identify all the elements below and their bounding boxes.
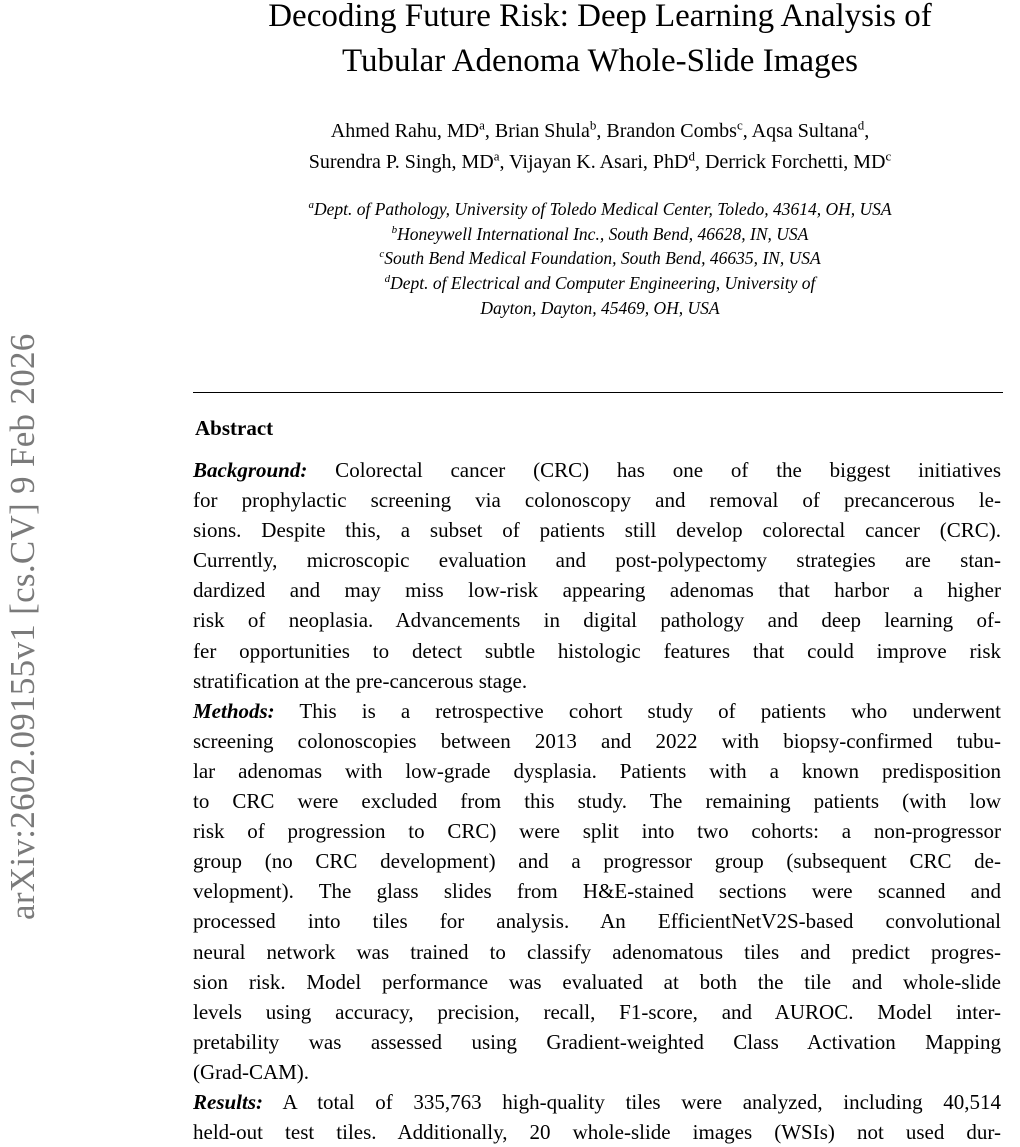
abstract-line	[193, 846, 1001, 876]
section-lead: Background:	[193, 458, 308, 482]
arxiv-sidebar	[3, 210, 42, 920]
affiliation-line	[180, 271, 1020, 296]
abstract-line	[193, 545, 1001, 575]
author-list	[180, 116, 1020, 178]
author-line	[180, 116, 1020, 147]
abstract-line-text: group (no CRC development) and a progressor group (subsequent CRC de-	[193, 849, 1001, 874]
abstract-line-text: dardized and may miss low-risk appearing adenomas that harbor a higher	[193, 578, 1001, 603]
abstract-line-text: sion risk. Model performance was evaluated at both the tile and whole-slide	[193, 969, 1001, 994]
abstract-line	[193, 997, 1001, 1027]
section-lead: Methods:	[193, 698, 275, 723]
abstract-heading: Abstract	[195, 416, 274, 440]
author-name: Derrick Forchetti, MD	[704, 151, 886, 173]
author-affiliation-mark: a	[493, 148, 500, 164]
author-name: Aqsa Sultana	[751, 120, 858, 142]
affiliation-line	[180, 296, 1020, 321]
affiliation-text: Honeywell International Inc., South Bend, 46628, IN, USA	[397, 223, 809, 244]
abstract-line-text: Colorectal cancer (CRC) has one of the biggest initiatives	[307, 458, 1001, 482]
abstract-line	[193, 786, 1001, 816]
abstract-line-text: fer opportunities to detect subtle histologic features that could improve risk	[193, 638, 1001, 663]
affiliation-text: South Bend Medical Foundation, South Bend, 46635, IN, USA	[384, 248, 821, 269]
abstract-line	[193, 967, 1001, 997]
affiliation-mark: b	[391, 223, 398, 236]
abstract-line	[193, 756, 1001, 786]
abstract-line	[193, 937, 1001, 967]
abstract-line-text: velopment). The glass slides from H&E-stained sections were scanned and	[193, 879, 1001, 904]
author-affiliation-mark: c	[885, 148, 892, 164]
author-separator: ,	[499, 151, 510, 173]
abstract-line-text: stratification at the pre-cancerous stage.	[193, 668, 528, 693]
title-line-2: Tubular Adenoma Whole-Slide Images	[341, 43, 858, 79]
abstract-line	[193, 605, 1001, 635]
abstract-line	[193, 575, 1001, 605]
affiliation-line	[180, 197, 1020, 222]
abstract-line-text: lar adenomas with low-grade dysplasia. Patients with a known predisposition	[193, 758, 1001, 783]
author-name: Vijayan K. Asari, PhD	[509, 151, 689, 173]
abstract-line	[193, 666, 1001, 696]
author-separator: ,	[694, 151, 705, 173]
affiliation-mark: d	[384, 273, 391, 286]
author-name: Surendra P. Singh, MD	[308, 151, 494, 173]
abstract-line	[193, 1057, 1001, 1087]
abstract-line-text: screening colonoscopies between 2013 and 2022 with biopsy-confirmed tubu-	[193, 728, 1001, 753]
paper-title	[180, 0, 1020, 84]
author-name: Ahmed Rahu, MD	[330, 120, 480, 142]
abstract-line	[193, 876, 1001, 906]
affiliation-line	[180, 222, 1020, 247]
abstract-line-text: risk of neoplasia. Advancements in digital pathology and deep learning of-	[193, 608, 1001, 633]
abstract-line-text: Currently, microscopic evaluation and post-polypectomy strategies are stan-	[193, 548, 1001, 573]
author-separator: ,	[596, 120, 607, 142]
abstract-line	[193, 455, 1001, 485]
author-name: Brandon Combs	[606, 120, 737, 142]
arxiv-identifier: arXiv:2602.09155v1 [cs.CV] 9 Feb 2026	[3, 333, 42, 920]
author-affiliation-mark: c	[736, 117, 743, 133]
abstract-line-text: neural network was trained to classify adenomatous tiles and predict progres-	[193, 939, 1001, 964]
abstract-line-text: A total of 335,763 high-quality tiles were analyzed, including 40,514	[263, 1089, 1001, 1114]
abstract-line	[193, 515, 1001, 545]
abstract-line	[193, 1027, 1001, 1057]
author-affiliation-mark: b	[589, 117, 597, 133]
author-affiliation-mark: d	[688, 148, 695, 164]
abstract-line	[193, 726, 1001, 756]
author-separator: ,	[484, 120, 495, 142]
abstract-line-text: processed into tiles for analysis. An EfficientNetV2S-based convolutional	[193, 909, 1001, 934]
abstract-line-text: to CRC were excluded from this study. The remaining patients (with low	[193, 789, 1001, 814]
abstract-body	[193, 455, 1001, 1147]
author-line	[180, 147, 1020, 178]
author-separator: ,	[864, 120, 870, 142]
abstract-line-text: risk of progression to CRC) were split into two cohorts: a non-progressor	[193, 819, 1001, 844]
author-separator: ,	[742, 120, 752, 142]
abstract-line	[193, 1087, 1001, 1117]
abstract-line-text: sions. Despite this, a subset of patients still develop colorectal cancer (CRC).	[193, 518, 1001, 543]
abstract-line	[193, 636, 1001, 666]
affiliation-mark: c	[379, 248, 385, 261]
abstract-line-text: levels using accuracy, precision, recall, F1-score, and AUROC. Model inter-	[193, 999, 1001, 1024]
abstract-line-text: This is a retrospective cohort study of patients who underwent	[274, 698, 1001, 723]
abstract-line	[193, 816, 1001, 846]
author-affiliation-mark: d	[857, 117, 865, 133]
abstract-line-text: (Grad-CAM).	[193, 1059, 310, 1084]
affiliation-text: Dept. of Electrical and Computer Engineering, University of	[390, 273, 816, 294]
section-divider	[193, 392, 1003, 393]
affiliation-list	[180, 197, 1020, 321]
affiliation-text: Dept. of Pathology, University of Toledo Medical Center, Toledo, 43614, OH, USA	[313, 199, 892, 219]
affiliation-line	[180, 246, 1020, 271]
affiliation-text: Dayton, Dayton, 45469, OH, USA	[480, 297, 720, 318]
abstract-line-text: for prophylactic screening via colonoscopy and removal of precancerous le-	[193, 488, 1001, 513]
author-affiliation-mark: a	[479, 117, 485, 133]
abstract-line-text: held-out test tiles. Additionally, 20 whole-slide images (WSIs) not used dur-	[193, 1120, 1001, 1145]
abstract-line-text: pretability was assessed using Gradient-weighted Class Activation Mapping	[193, 1029, 1001, 1054]
author-name: Brian Shula	[494, 120, 590, 142]
abstract-line	[193, 906, 1001, 936]
abstract-line	[193, 485, 1001, 515]
abstract-line	[193, 696, 1001, 726]
affiliation-mark: a	[308, 199, 314, 212]
title-line-1: Decoding Future Risk: Deep Learning Analysis of	[268, 0, 932, 34]
section-lead: Results:	[193, 1089, 264, 1114]
abstract-line	[193, 1117, 1001, 1147]
